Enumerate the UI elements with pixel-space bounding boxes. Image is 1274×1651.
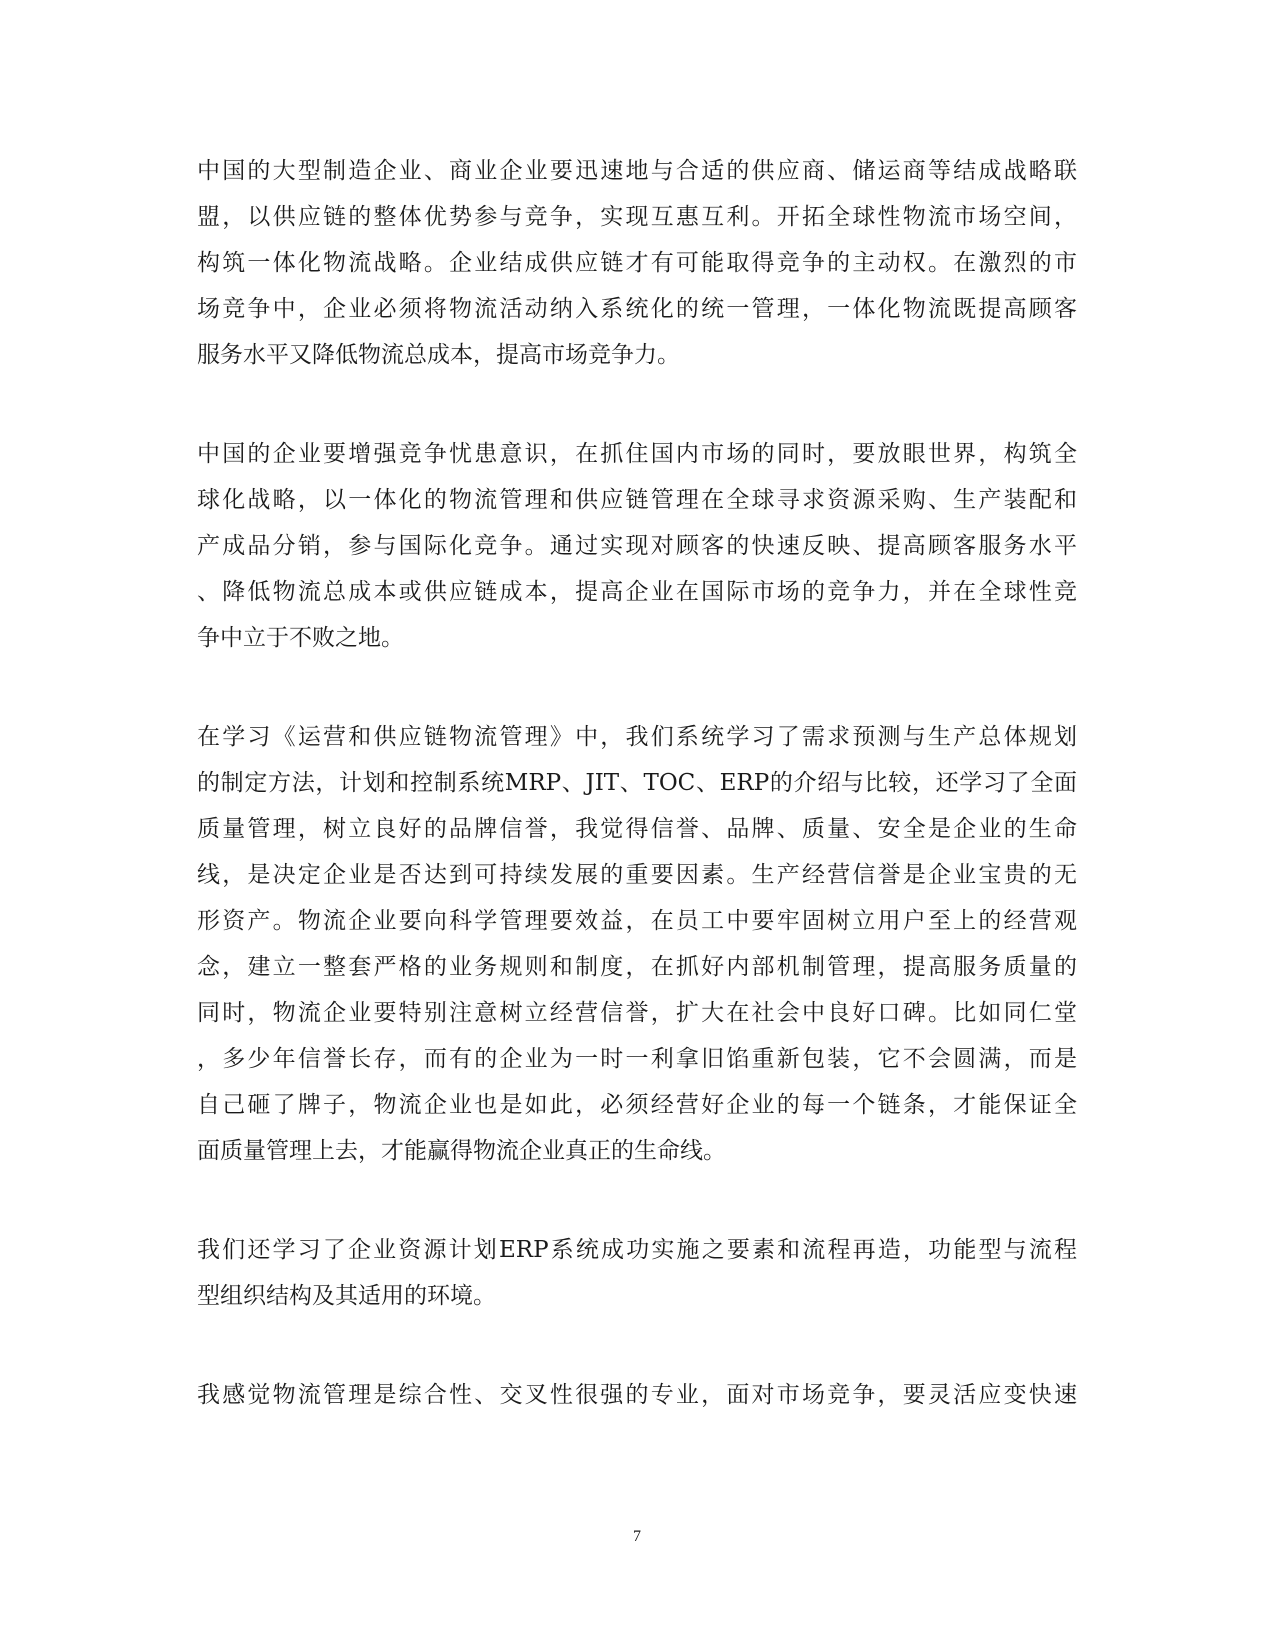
text-line: 我们还学习了企业资源计划ERP系统成功实施之要素和流程再造，功能型与流程 [197, 1237, 1077, 1263]
text-line: 产成品分销，参与国际化竞争。通过实现对顾客的快速反映、提高顾客服务水平 [197, 533, 1077, 559]
text-line: 的制定方法，计划和控制系统MRP、JIT、TOC、ERP的介绍与比较，还学习了全面 [197, 770, 1077, 796]
text-line: 面质量管理上去，才能赢得物流企业真正的生命线。 [197, 1138, 726, 1164]
text-line: 我感觉物流管理是综合性、交叉性很强的专业，面对市场竞争，要灵活应变快速 [197, 1382, 1077, 1408]
text-line: 球化战略，以一体化的物流管理和供应链管理在全球寻求资源采购、生产装配和 [197, 487, 1077, 513]
text-line: 、降低物流总成本或供应链成本，提高企业在国际市场的竞争力，并在全球性竞 [197, 579, 1077, 605]
text-line: 形资产。物流企业要向科学管理要效益，在员工中要牢固树立用户至上的经营观 [197, 908, 1077, 934]
text-line: 中国的企业要增强竞争忧患意识，在抓住国内市场的同时，要放眼世界，构筑全 [197, 441, 1077, 467]
text-line: 中国的大型制造企业、商业企业要迅速地与合适的供应商、储运商等结成战略联 [197, 158, 1077, 184]
text-line: 念，建立一整套严格的业务规则和制度，在抓好内部机制管理，提高服务质量的 [197, 954, 1077, 980]
text-line: 服务水平又降低物流总成本，提高市场竞争力。 [197, 342, 680, 368]
text-line: 在学习《运营和供应链物流管理》中，我们系统学习了需求预测与生产总体规划 [197, 724, 1077, 750]
text-line: 场竞争中，企业必须将物流活动纳入系统化的统一管理，一体化物流既提高顾客 [197, 296, 1077, 322]
text-line: 型组织结构及其适用的环境。 [197, 1283, 496, 1309]
text-line: 自己砸了牌子，物流企业也是如此，必须经营好企业的每一个链条，才能保证全 [197, 1092, 1077, 1118]
text-line: 同时，物流企业要特别注意树立经营信誉，扩大在社会中良好口碑。比如同仁堂 [197, 1000, 1077, 1026]
text-line: 质量管理，树立良好的品牌信誉，我觉得信誉、品牌、质量、安全是企业的生命 [197, 816, 1077, 842]
text-line: 盟，以供应链的整体优势参与竞争，实现互惠互利。开拓全球性物流市场空间， [197, 204, 1077, 230]
text-line: 构筑一体化物流战略。企业结成供应链才有可能取得竞争的主动权。在激烈的市 [197, 250, 1077, 276]
page-number: 7 [633, 1528, 641, 1545]
text-line: 线，是决定企业是否达到可持续发展的重要因素。生产经营信誉是企业宝贵的无 [197, 862, 1077, 888]
text-line: 争中立于不败之地。 [197, 625, 404, 651]
text-line: ，多少年信誉长存，而有的企业为一时一利拿旧馅重新包装，它不会圆满，而是 [197, 1046, 1077, 1072]
